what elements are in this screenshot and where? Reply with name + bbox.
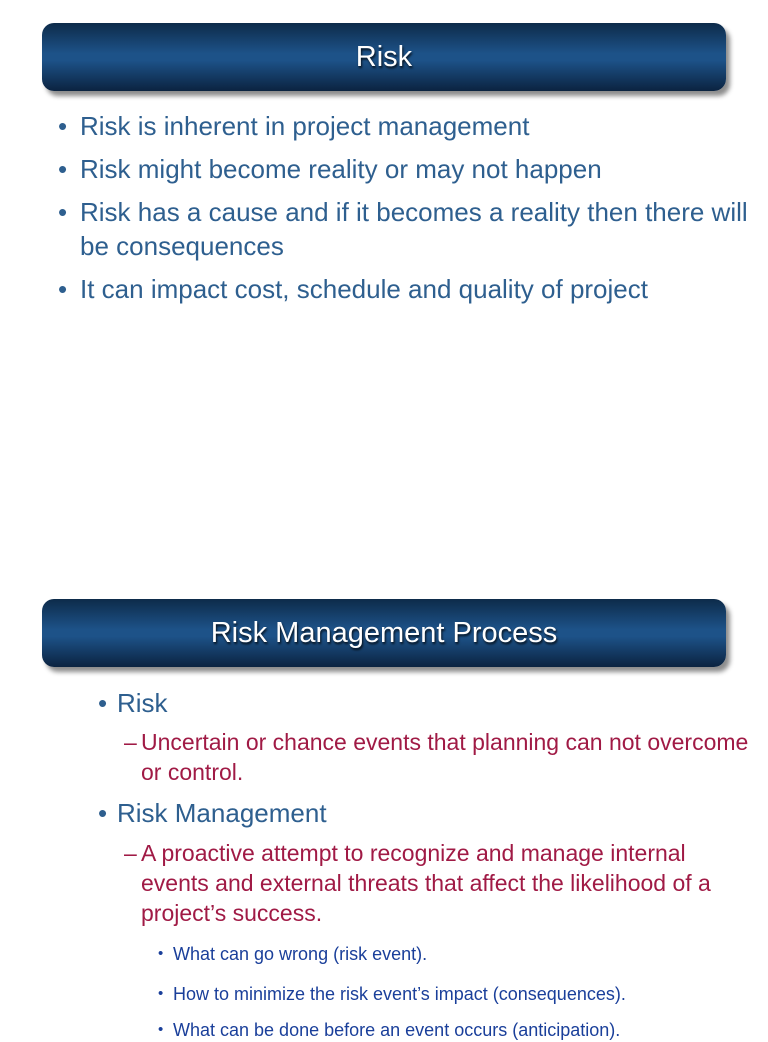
slide2-risk-definition-text: Uncertain or chance events that planning can not overcome or control. — [141, 729, 749, 785]
slide2-bullet-risk-text: Risk — [117, 688, 168, 718]
bullet-glyph: • — [98, 798, 108, 828]
bullet-glyph: • — [158, 1021, 164, 1038]
slide2-sub-bullet-2 — [158, 982, 758, 1006]
slide1-title: Risk — [355, 40, 413, 73]
slide1-title-bar — [42, 23, 726, 91]
slide2-sub-bullet-2-text: How to minimize the risk event’s impact (consequences). — [173, 984, 626, 1004]
slide2-risk-management-definition-text: A proactive attempt to recognize and manage internal events and external threats that affect the likelihood of a project’s success. — [141, 840, 711, 926]
slide2-bullet-risk — [98, 687, 168, 719]
slide2-risk-management-definition — [124, 838, 758, 928]
bullet-glyph: • — [158, 985, 164, 1002]
slide2-risk-definition — [124, 727, 758, 787]
dash-glyph: – — [124, 729, 137, 755]
slide2-sub-bullet-3-text: What can be done before an event occurs (anticipation). — [173, 1020, 621, 1040]
slide2-sub-bullet-1 — [158, 942, 758, 966]
slide2-sub-bullet-1-text: What can go wrong (risk event). — [173, 944, 428, 964]
slide2-bullet-risk-management-text: Risk Management — [117, 798, 327, 828]
slide1-bullet-3: • Risk has a cause and if it becomes a reality then there will be consequences — [58, 195, 748, 263]
slide2-title-bar — [42, 599, 726, 667]
bullet-glyph: • — [98, 688, 108, 718]
bullet-glyph: • — [158, 945, 164, 962]
slide1-bullet-4: • It can impact cost, schedule and quality of project — [58, 272, 748, 306]
slide2-bullet-risk-management — [98, 797, 327, 829]
slide1-bullet-list — [58, 109, 748, 315]
slide1-bullet-2: • Risk might become reality or may not happen — [58, 152, 748, 186]
dash-glyph: – — [124, 840, 137, 866]
slide2-sub-bullet-3 — [158, 1018, 758, 1042]
slide1-bullet-1: • Risk is inherent in project management — [58, 109, 748, 143]
slide2-title: Risk Management Process — [210, 616, 558, 649]
